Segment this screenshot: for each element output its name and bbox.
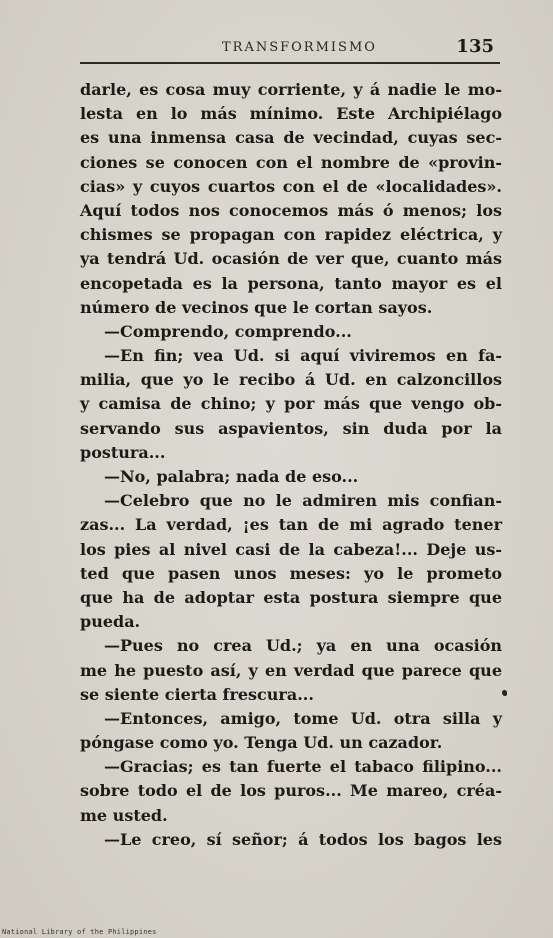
page-number: 135 (456, 36, 494, 57)
text-line: me he puesto así, y en verdad que parece que (80, 660, 502, 680)
body-text (80, 78, 502, 852)
text-line: servando sus aspavientos, sin duda por la (80, 418, 502, 438)
text-line: —Celebro que no le admiren mis confian- (104, 491, 502, 511)
header-rule (80, 62, 500, 64)
text-line: se siente cierta frescura... (80, 684, 314, 704)
text-line: póngase como yo. Tenga Ud. un cazador. (80, 733, 443, 753)
text-line: chismes se propagan con rapidez eléctrica, y (80, 225, 502, 245)
text-line: sobre todo el de los puros... Me mareo, créa- (80, 781, 502, 801)
text-line: pueda. (80, 612, 141, 632)
running-title: TRANSFORMISMO (222, 40, 377, 55)
text-line: me usted. (80, 805, 168, 825)
text-line: —En fin; vea Ud. si aquí viviremos en fa- (104, 346, 502, 366)
text-line: —Pues no crea Ud.; ya en una ocasión (104, 636, 502, 656)
text-line: —Gracias; es tan fuerte el tabaco filipino... (104, 757, 502, 777)
library-credit: National Library of the Philippines (2, 928, 157, 936)
text-line: es una inmensa casa de vecindad, cuyas sec- (80, 128, 502, 148)
text-line: ya tendrá Ud. ocasión de ver que, cuanto más (80, 249, 502, 269)
text-line: darle, es cosa muy corriente, y á nadie le mo- (80, 80, 502, 99)
text-line: zas... La verdad, ¡es tan de mi agrado tener (80, 515, 502, 535)
ink-speck (502, 690, 507, 696)
text-line: Aquí todos nos conocemos más ó menos; los (80, 200, 502, 220)
text-line: —No, palabra; nada de eso... (104, 467, 359, 486)
text-line: cias» y cuyos cuartos con el de «localidades». (80, 176, 502, 196)
text-line: ted que pasen unos meses: yo le prometo (80, 563, 502, 583)
text-line: que ha de adoptar esta postura siempre que (80, 587, 502, 607)
text-line: —Entonces, amigo, tome Ud. otra silla y (104, 708, 502, 728)
text-line: lesta en lo más mínimo. Este Archipiélago (80, 104, 502, 124)
text-line: —Comprendo, comprendo... (104, 321, 352, 341)
text-line: milia, que yo le recibo á Ud. en calzoncillos (80, 370, 502, 390)
text-line: encopetada es la persona, tanto mayor es el (80, 273, 502, 293)
text-line: los pies al nivel casi de la cabeza!... Deje us- (80, 539, 502, 559)
text-line: ciones se conocen con el nombre de «provin- (80, 152, 502, 172)
page-header (80, 36, 500, 64)
text-line: y camisa de chino; y por más que vengo ob- (80, 394, 502, 414)
text-line: número de vecinos que le cortan sayos. (80, 297, 433, 317)
text-line: postura... (80, 442, 166, 462)
text-line: —Le creo, sí señor; á todos los bagos les (104, 829, 502, 849)
